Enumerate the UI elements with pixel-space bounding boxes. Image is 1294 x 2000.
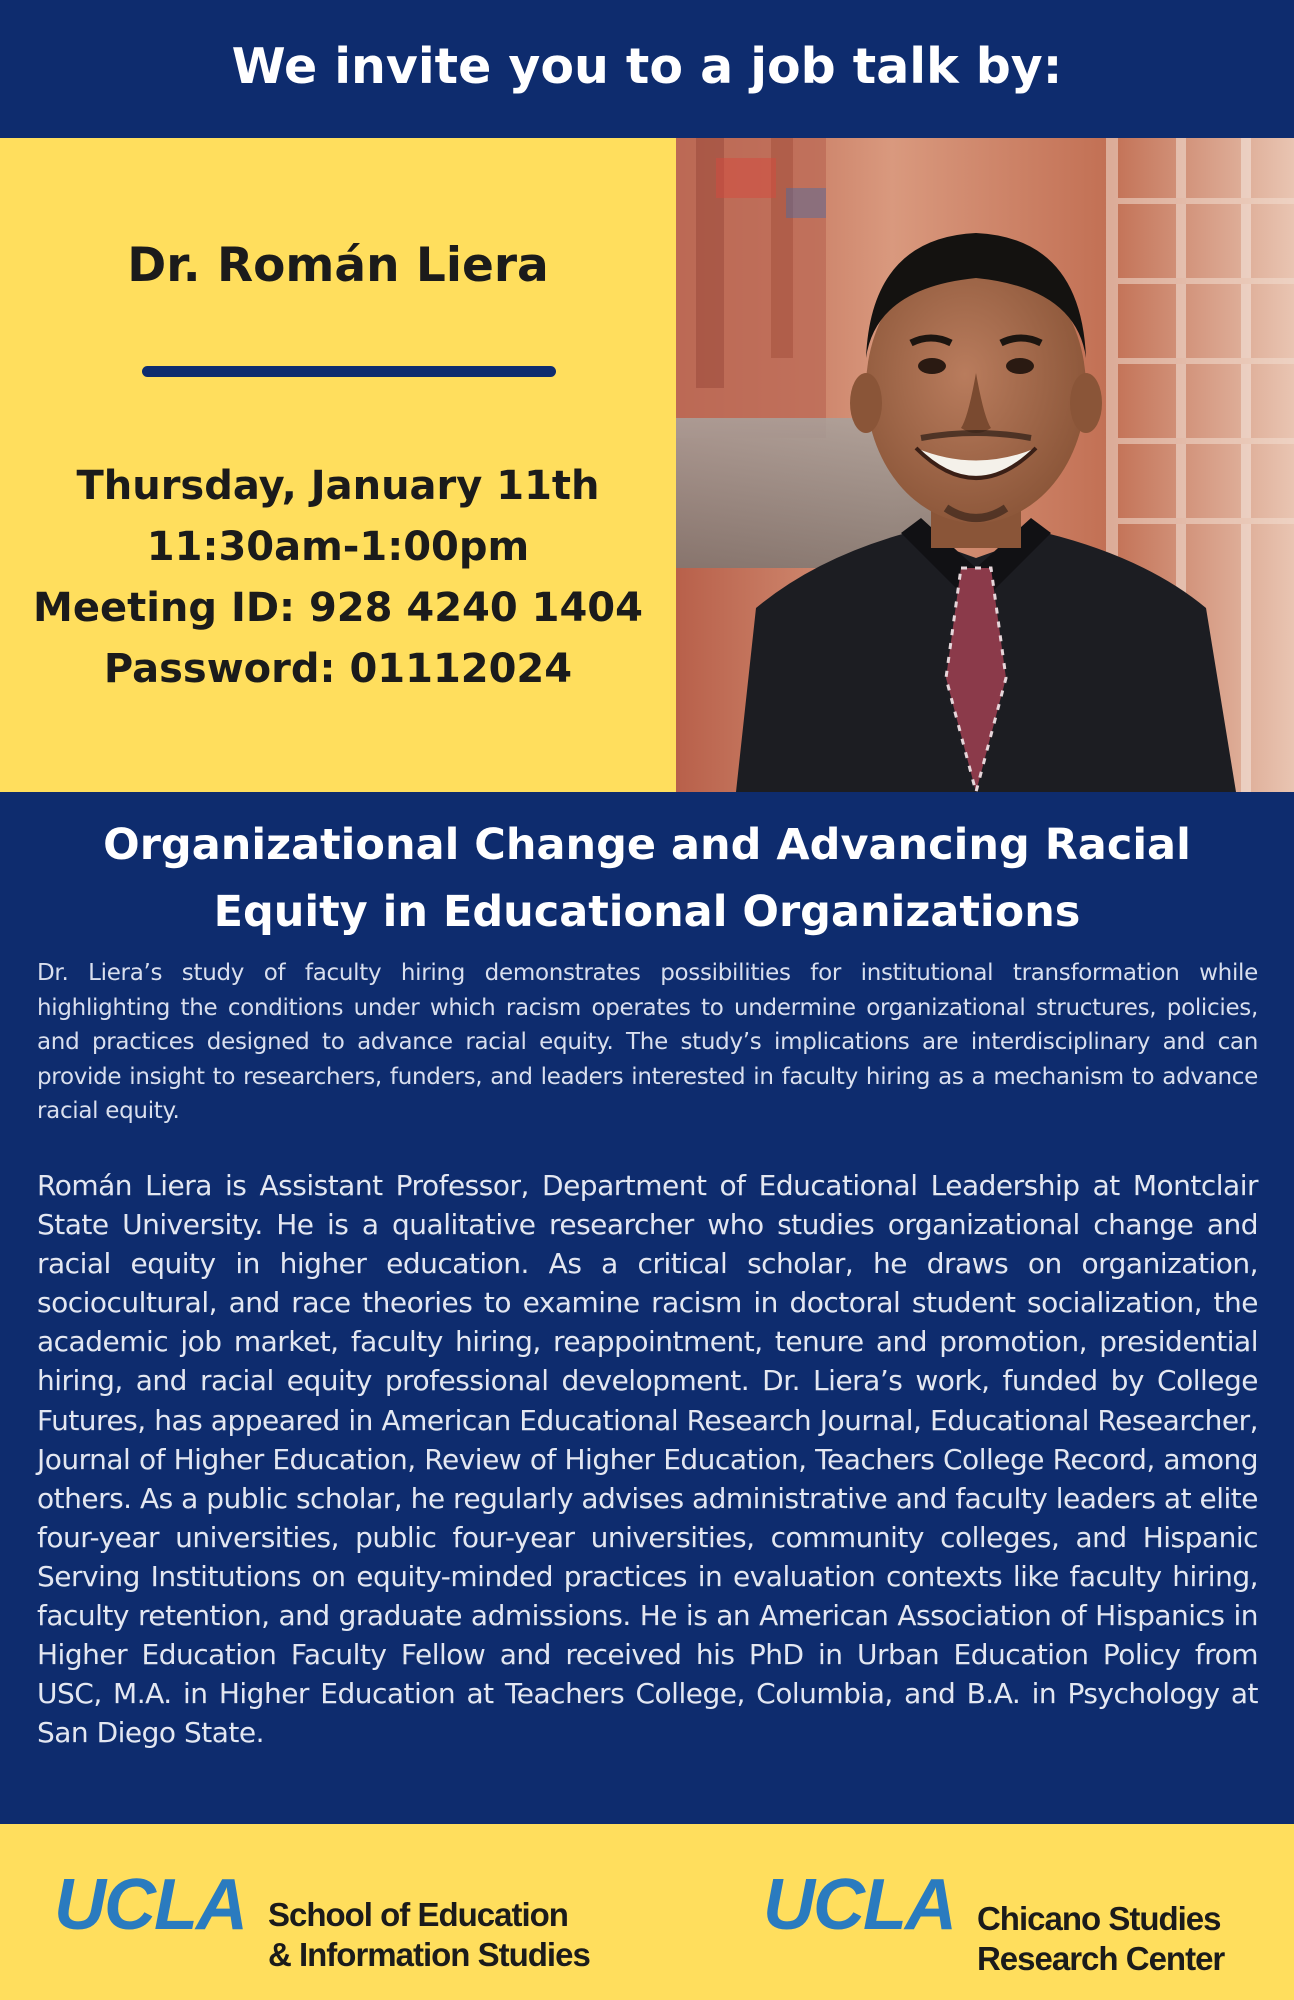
speaker-photo [676, 138, 1294, 792]
talk-section [0, 792, 1294, 1824]
talk-abstract: Dr. Liera’s study of faculty hiring demonstrates possibilities for institutional transformation while highlighting the conditions under which racism operates to undermine organizational structures, policies, and practices designed to advance racial equity. The study’s implications are interdisciplinary and can provide insight to researchers, funders, and leaders interested in faculty hiring as a mechanism to advance racial equity. [37, 960, 1258, 1124]
seis-unit-name [268, 1895, 590, 1975]
csrc-line-2: Research Center [976, 1940, 1225, 1977]
event-info-panel [0, 138, 676, 792]
meeting-id: Meeting ID: 928 4240 1404 [33, 585, 643, 631]
ucla-seis-logo [54, 1865, 590, 1975]
sponsor-footer [0, 1824, 1294, 2000]
csrc-line-1: Chicano Studies [976, 1900, 1221, 1937]
event-date: Thursday, January 11th [76, 463, 600, 509]
ucla-wordmark: UCLA [763, 1865, 955, 1945]
name-divider [142, 366, 556, 377]
csrc-unit-name [977, 1899, 1224, 1979]
seis-line-1: School of Education [267, 1896, 568, 1933]
talk-title [50, 812, 1244, 946]
speaker-portrait-image [676, 138, 1294, 792]
invitation-title: We invite you to a job talk by: [231, 37, 1063, 95]
speaker-bio: Román Liera is Assistant Professor, Department of Educational Leadership at Montclair State University. He is a qualitative researcher who studies organizational change and racial equity in higher education. As a critical scholar, he draws on organization, sociocultural, and race theories to examine racism in doctoral student socialization, the academic job market, faculty hiring, reappointment, tenure and promotion, presidential hiring, and racial equity professional development. Dr. Liera’s work, funded by College Futures, has appeared in American Educational Research Journal, Educational Researcher, Journal of Higher Education, Review of Higher Education, Teachers College Record, among others. As a public scholar, he regularly advises administrative and faculty leaders at elite four-year universities, public four-year universities, community colleges, and Hispanic Serving Institutions on equity-minded practices in evaluation contexts like faculty hiring, faculty retention, and graduate admissions. He is an American Association of Hispanics in Higher Education Faculty Fellow and received his PhD in Urban Education Policy from USC, M.A. in Higher Education at Teachers College, Columbia, and B.A. in Psychology at San Diego State. [37, 1169, 1258, 1750]
event-time: 11:30am-1:00pm [146, 524, 530, 570]
seis-line-2: & Information Studies [267, 1936, 590, 1973]
talk-title-line-1: Organizational Change and Advancing Racial [103, 820, 1191, 870]
event-details [0, 456, 676, 700]
ucla-wordmark: UCLA [54, 1865, 246, 1945]
invitation-header [0, 0, 1294, 138]
talk-title-line-2: Equity in Educational Organizations [213, 887, 1081, 937]
ucla-csrc-logo [763, 1865, 1225, 1979]
speaker-name: Dr. Román Liera [127, 238, 549, 293]
meeting-password: Password: 01112024 [103, 646, 573, 692]
